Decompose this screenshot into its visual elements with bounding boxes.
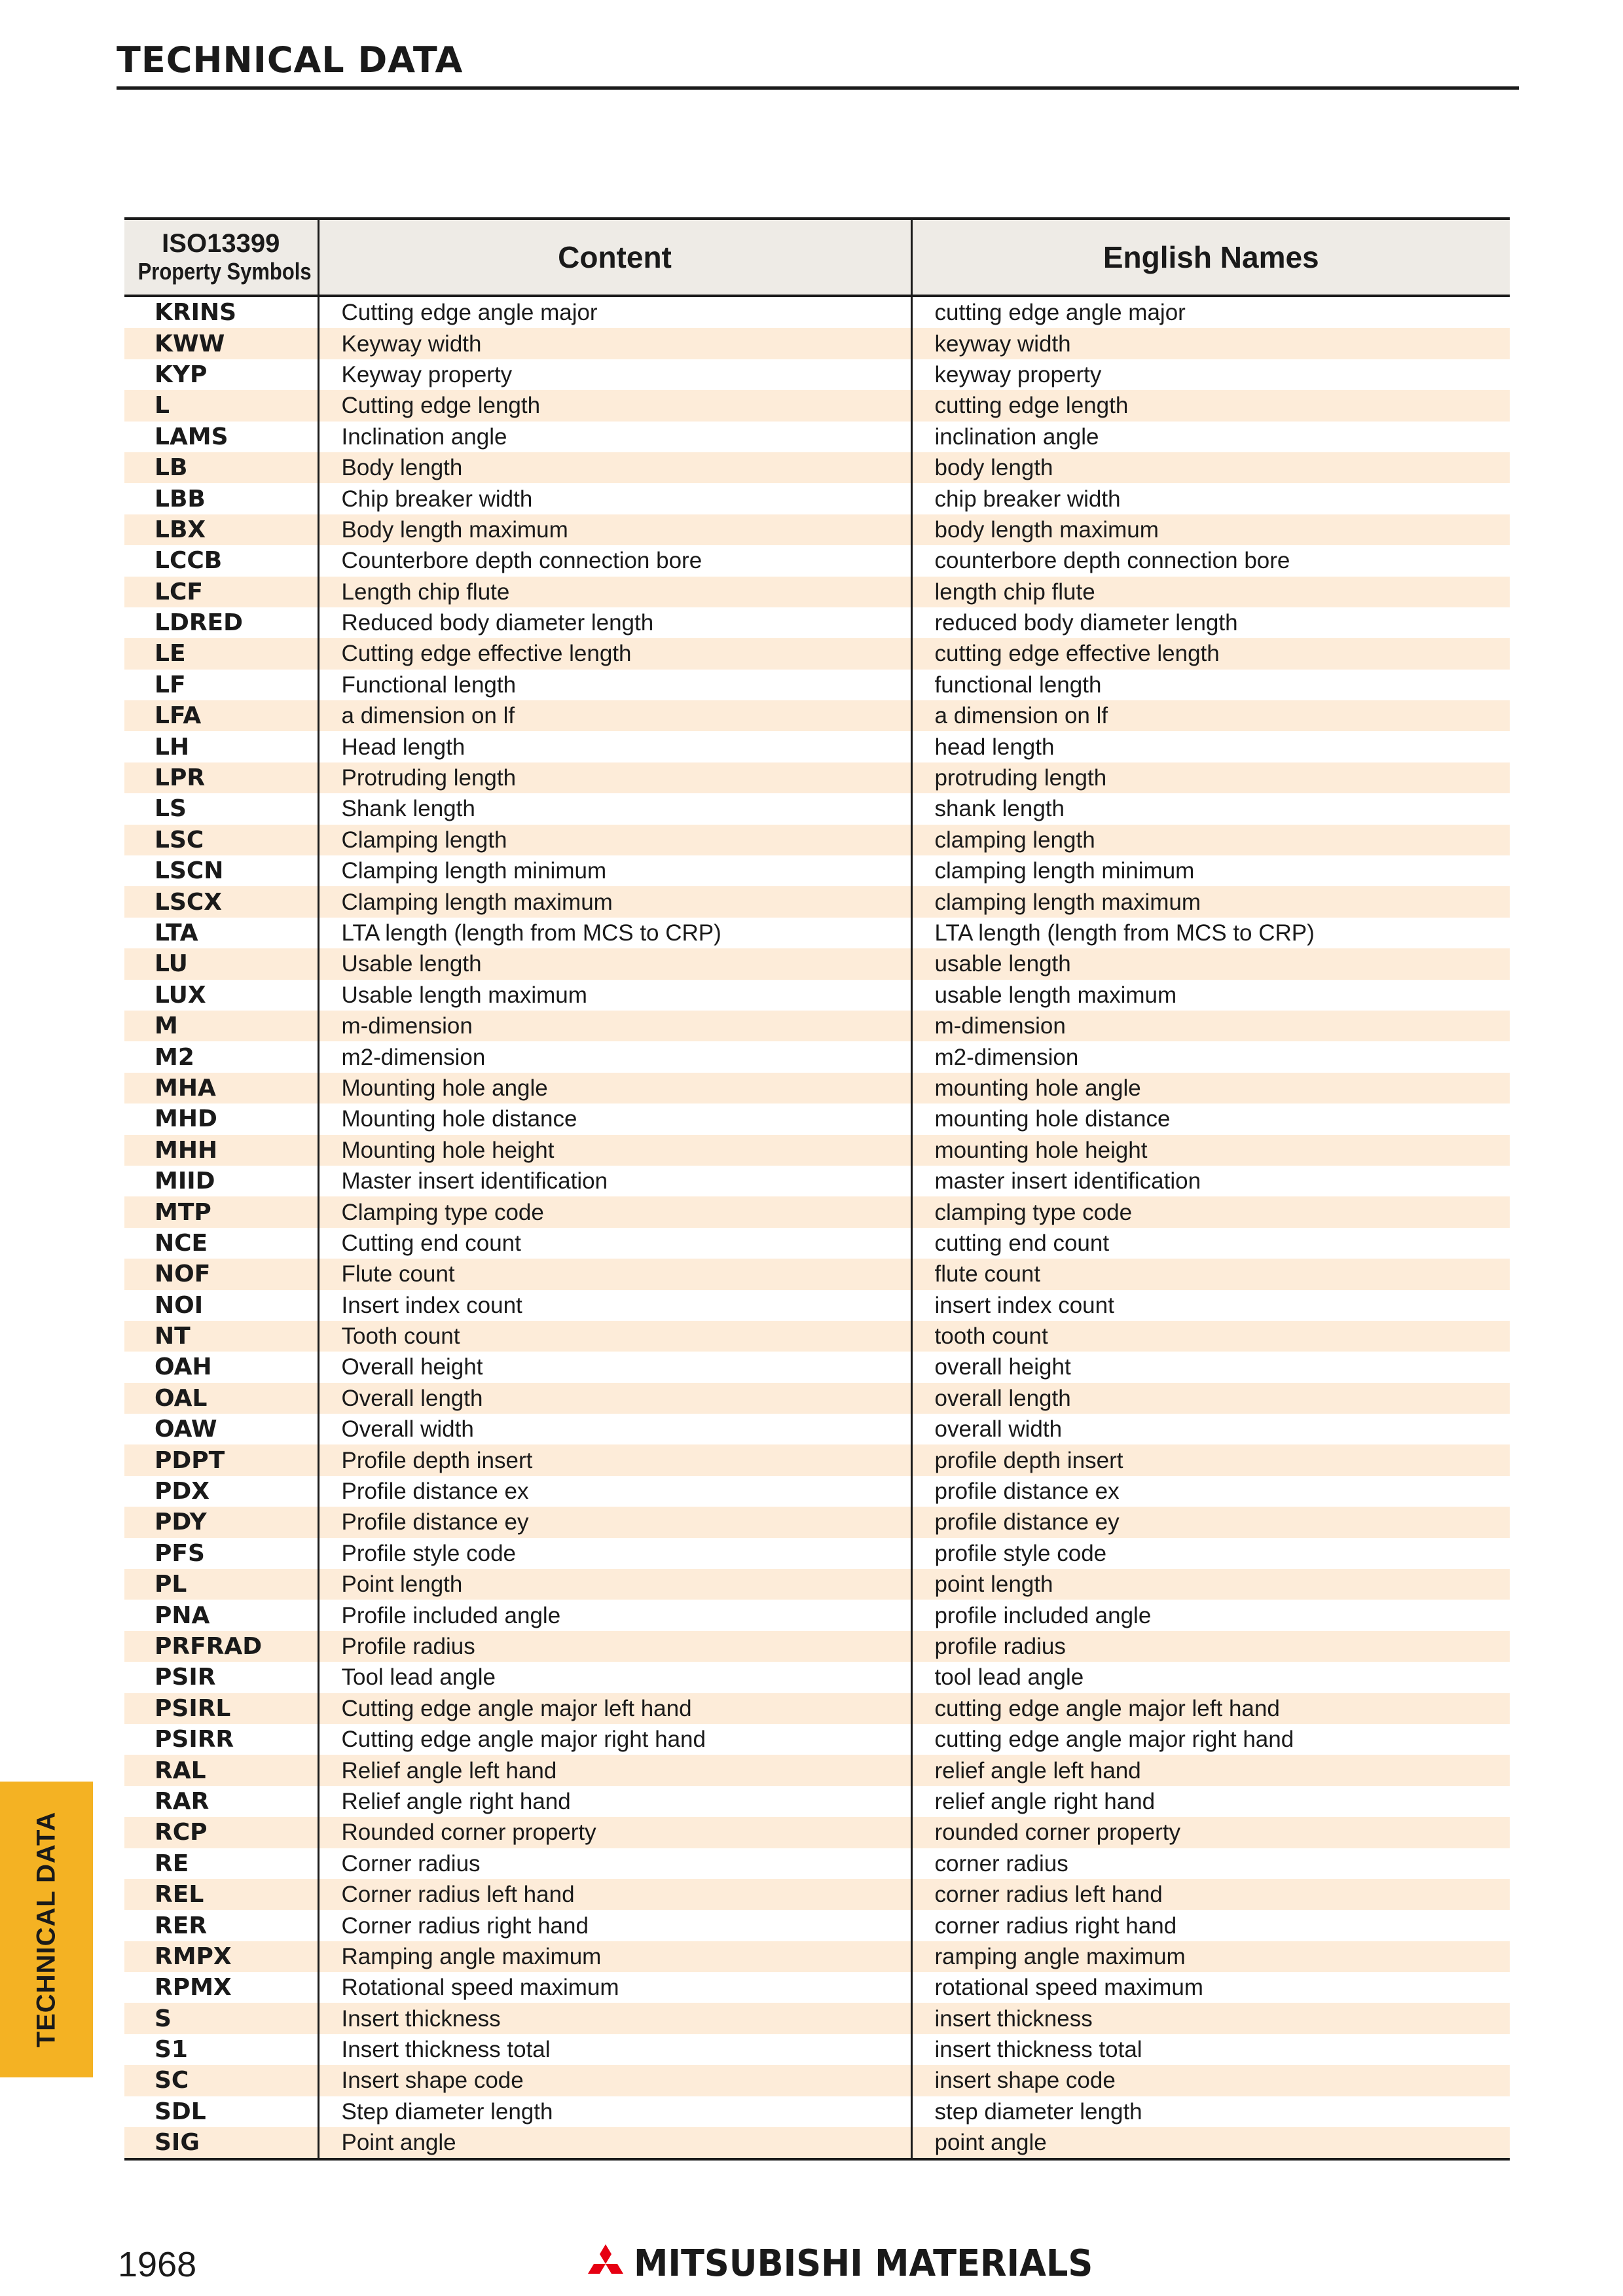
symbol-cell: LE (124, 638, 318, 669)
english-name-cell: keyway property (934, 361, 1102, 387)
table-row (124, 296, 1510, 328)
content-cell: Mounting hole angle (318, 1073, 911, 1103)
english-name-cell: insert index count (934, 1292, 1114, 1318)
english-column-header: English Names (911, 219, 1510, 296)
table-row (124, 1011, 1510, 1041)
content-cell: Corner radius right hand (318, 1910, 911, 1941)
english-name-cell: overall width (934, 1416, 1063, 1443)
symbol-cell: SDL (124, 2096, 318, 2127)
content-cell: Ramping angle maximum (318, 1941, 911, 1972)
table-row (124, 948, 1510, 979)
english-name-cell: mounting hole distance (934, 1106, 1171, 1132)
english-name-cell: profile included angle (934, 1602, 1152, 1628)
english-name-cell: cutting edge angle major right hand (934, 1727, 1294, 1753)
symbol-cell: M2 (124, 1041, 318, 1072)
symbol-cell: LBX (124, 514, 318, 545)
symbol-cell: NOF (124, 1259, 318, 1289)
content-cell: Body length maximum (318, 514, 911, 545)
symbol-cell: LSCX (124, 886, 318, 917)
symbol-cell: MTP (124, 1196, 318, 1227)
english-name-cell: body length maximum (911, 514, 1510, 545)
symbol-column-header (124, 219, 318, 296)
table-row (124, 452, 1510, 483)
table-row (124, 1507, 1510, 1537)
symbol-cell: PRFRAD (124, 1631, 318, 1662)
content-cell: Flute count (318, 1259, 911, 1289)
content-cell: Protruding length (318, 762, 911, 793)
symbol-cell: NOI (124, 1290, 318, 1321)
table-row (124, 1817, 1510, 1848)
symbol-cell: LAMS (124, 422, 318, 452)
content-cell: m-dimension (318, 1011, 911, 1041)
content-cell: Point angle (318, 2127, 911, 2159)
content-cell: Head length (318, 731, 911, 762)
table-row (124, 422, 1510, 452)
english-name-cell: ramping angle maximum (911, 1941, 1510, 1972)
english-name-cell: profile distance ex (934, 1479, 1120, 1505)
english-name-cell: cutting edge effective length (911, 638, 1510, 669)
english-name-cell: step diameter length (934, 2098, 1142, 2125)
english-name-cell: corner radius left hand (911, 1879, 1510, 1910)
content-cell: Corner radius (318, 1848, 911, 1879)
symbol-cell: LS (124, 793, 318, 824)
symbol-cell: NT (124, 1321, 318, 1352)
table-row (124, 328, 1510, 359)
symbol-cell: LTA (124, 918, 318, 948)
content-cell: Master insert identification (318, 1166, 911, 1196)
symbol-cell: RMPX (124, 1941, 318, 1972)
property-symbols-table (124, 217, 1510, 2161)
english-name-cell: clamping length maximum (911, 886, 1510, 917)
content-cell: Profile style code (318, 1538, 911, 1569)
symbol-cell: LCCB (124, 545, 318, 576)
symbol-cell: S1 (124, 2034, 318, 2065)
symbol-cell: MIID (124, 1166, 318, 1196)
symbol-cell: OAL (124, 1383, 318, 1414)
content-cell: Tooth count (318, 1321, 911, 1352)
content-cell: Mounting hole height (318, 1135, 911, 1166)
english-name-cell: m-dimension (911, 1011, 1510, 1041)
table-row (124, 638, 1510, 669)
symbol-cell: PSIR (124, 1662, 318, 1693)
table-row (124, 980, 1510, 1011)
table-row (124, 855, 1510, 886)
symbol-cell: LDRED (124, 607, 318, 638)
symbol-cell: MHA (124, 1073, 318, 1103)
table-row (124, 1444, 1510, 1475)
symbol-cell: RAL (124, 1755, 318, 1785)
english-name-cell: usable length (911, 948, 1510, 979)
english-name-cell: body length (911, 452, 1510, 483)
content-cell: Step diameter length (318, 2096, 911, 2127)
symbol-cell: LB (124, 452, 318, 483)
symbol-cell: NCE (124, 1228, 318, 1259)
english-name-cell: counterbore depth connection bore (934, 548, 1290, 574)
symbol-cell: LUX (124, 980, 318, 1011)
symbol-cell: RAR (124, 1786, 318, 1817)
symbol-header-line2: Property Symbols (137, 258, 312, 285)
table-row (124, 793, 1510, 824)
english-name-cell: clamping type code (911, 1196, 1510, 1227)
english-name-cell: corner radius (934, 1850, 1068, 1876)
table-row (124, 1755, 1510, 1785)
table-row (124, 1538, 1510, 1569)
english-name-cell: cutting edge angle major left hand (911, 1693, 1510, 1724)
content-cell: Usable length maximum (318, 980, 911, 1011)
table-row (124, 1196, 1510, 1227)
symbol-cell: LU (124, 948, 318, 979)
english-name-cell: relief angle left hand (911, 1755, 1510, 1785)
content-cell: Overall height (318, 1352, 911, 1382)
english-name-cell: length chip flute (911, 577, 1510, 607)
table-row (124, 2096, 1510, 2127)
table-row (124, 1662, 1510, 1693)
table-row (124, 1414, 1510, 1444)
english-name-cell: point angle (911, 2127, 1510, 2159)
table-row (124, 731, 1510, 762)
english-name-cell: cutting edge length (911, 390, 1510, 421)
table-row (124, 1383, 1510, 1414)
english-name-cell: shank length (934, 796, 1065, 822)
table-row (124, 1941, 1510, 1972)
symbol-cell: PSIRR (124, 1724, 318, 1755)
symbol-cell: PDX (124, 1476, 318, 1507)
symbol-cell: SC (124, 2065, 318, 2096)
side-tab (0, 1782, 93, 2077)
symbol-cell: PNA (124, 1600, 318, 1630)
english-name-cell: cutting edge angle major (934, 300, 1186, 326)
content-cell: Profile distance ey (318, 1507, 911, 1537)
content-cell: Rotational speed maximum (318, 1972, 911, 2003)
table-row (124, 1135, 1510, 1166)
table-row (124, 2034, 1510, 2065)
table-row (124, 1228, 1510, 1259)
symbol-cell: L (124, 390, 318, 421)
symbol-header-line1: ISO13399 (162, 229, 280, 258)
content-cell: a dimension on lf (318, 700, 911, 731)
content-cell: Insert thickness (318, 2003, 911, 2034)
symbol-cell: LCF (124, 577, 318, 607)
english-name-cell: usable length maximum (934, 982, 1177, 1008)
english-name-cell: overall length (911, 1383, 1510, 1414)
content-cell: Overall length (318, 1383, 911, 1414)
english-name-cell: insert thickness total (934, 2037, 1142, 2063)
symbol-cell: KYP (124, 359, 318, 390)
symbol-cell: PDPT (124, 1444, 318, 1475)
symbol-cell: LFA (124, 700, 318, 731)
symbol-cell: OAW (124, 1414, 318, 1444)
symbol-cell: S (124, 2003, 318, 2034)
content-cell: Length chip flute (318, 577, 911, 607)
symbol-cell: KWW (124, 328, 318, 359)
table-row (124, 1879, 1510, 1910)
symbol-cell: REL (124, 1879, 318, 1910)
english-name-cell: profile distance ey (911, 1507, 1510, 1537)
content-cell: Point length (318, 1569, 911, 1600)
english-name-cell: overall height (934, 1354, 1071, 1380)
english-name-cell: keyway width (911, 328, 1510, 359)
english-name-cell: mounting hole angle (911, 1073, 1510, 1103)
three-diamonds-icon (584, 2244, 627, 2284)
table-row (124, 1631, 1510, 1662)
table-row (124, 670, 1510, 700)
symbol-cell: LSC (124, 825, 318, 855)
content-cell: Insert shape code (318, 2065, 911, 2096)
table-row (124, 483, 1510, 514)
table-row (124, 1073, 1510, 1103)
page-header (117, 38, 1519, 90)
table-row (124, 1321, 1510, 1352)
table-row (124, 359, 1510, 390)
english-name-cell: tool lead angle (934, 1664, 1084, 1691)
content-cell: Usable length (318, 948, 911, 979)
table-row (124, 886, 1510, 917)
symbol-cell: LPR (124, 762, 318, 793)
table-row (124, 390, 1510, 421)
content-column-header: Content (318, 219, 911, 296)
symbol-cell: MHH (124, 1135, 318, 1166)
table-row (124, 1786, 1510, 1817)
content-cell: Corner radius left hand (318, 1879, 911, 1910)
english-name-cell: rounded corner property (911, 1817, 1510, 1848)
english-name-cell: head length (934, 734, 1055, 760)
content-cell: Cutting end count (318, 1228, 911, 1259)
english-name-cell: protruding length (911, 762, 1510, 793)
content-cell: Functional length (318, 670, 911, 700)
table-header-row (124, 219, 1510, 296)
english-name-cell: cutting end count (934, 1230, 1110, 1256)
english-name-cell: profile depth insert (911, 1444, 1510, 1475)
table-row (124, 1166, 1510, 1196)
table-row (124, 545, 1510, 576)
table-row (124, 1910, 1510, 1941)
symbol-cell: SIG (124, 2127, 318, 2159)
symbol-cell: PFS (124, 1538, 318, 1569)
english-name-cell: rotational speed maximum (934, 1975, 1203, 2001)
english-name-cell: clamping length minimum (934, 858, 1195, 884)
table-row (124, 825, 1510, 855)
content-cell: Counterbore depth connection bore (318, 545, 911, 576)
english-name-cell: point length (911, 1569, 1510, 1600)
table-row (124, 1693, 1510, 1724)
content-cell: Keyway width (318, 328, 911, 359)
content-cell: m2-dimension (318, 1041, 911, 1072)
content-cell: Cutting edge angle major (318, 296, 911, 328)
table-row (124, 1476, 1510, 1507)
content-cell: Relief angle left hand (318, 1755, 911, 1785)
table-row (124, 577, 1510, 607)
content-cell: Cutting edge effective length (318, 638, 911, 669)
english-name-cell: profile radius (911, 1631, 1510, 1662)
content-cell: Profile radius (318, 1631, 911, 1662)
content-cell: Cutting edge length (318, 390, 911, 421)
table-row (124, 514, 1510, 545)
english-name-cell: clamping length (911, 825, 1510, 855)
content-cell: Chip breaker width (318, 483, 911, 514)
content-cell: Relief angle right hand (318, 1786, 911, 1817)
table-row (124, 1972, 1510, 2003)
table-row (124, 2127, 1510, 2159)
table-row (124, 1352, 1510, 1382)
symbol-cell: PDY (124, 1507, 318, 1537)
symbol-cell: PSIRL (124, 1693, 318, 1724)
content-cell: Profile included angle (318, 1600, 911, 1630)
content-cell: Shank length (318, 793, 911, 824)
english-name-cell: profile style code (934, 1540, 1107, 1566)
symbol-cell: OAH (124, 1352, 318, 1382)
symbol-cell: MHD (124, 1103, 318, 1134)
english-name-cell: functional length (934, 672, 1102, 698)
table-row (124, 1848, 1510, 1879)
english-name-cell: LTA length (length from MCS to CRP) (934, 920, 1315, 946)
table-row (124, 1259, 1510, 1289)
english-name-cell: a dimension on lf (911, 700, 1510, 731)
english-name-cell: relief angle right hand (934, 1788, 1156, 1814)
content-cell: Reduced body diameter length (318, 607, 911, 638)
content-cell: Overall width (318, 1414, 911, 1444)
english-name-cell: reduced body diameter length (934, 610, 1238, 636)
table-row (124, 1041, 1510, 1072)
english-name-cell: flute count (911, 1259, 1510, 1289)
table-row (124, 918, 1510, 948)
content-cell: LTA length (length from MCS to CRP) (318, 918, 911, 948)
symbol-cell: LH (124, 731, 318, 762)
page-title: TECHNICAL DATA (117, 39, 464, 81)
content-cell: Clamping length minimum (318, 855, 911, 886)
table-row (124, 762, 1510, 793)
table-body (124, 296, 1510, 2159)
english-name-cell: mounting hole height (911, 1135, 1510, 1166)
english-name-cell: master insert identification (934, 1168, 1201, 1194)
english-name-cell: tooth count (911, 1321, 1510, 1352)
symbol-cell: LBB (124, 483, 318, 514)
table-row (124, 2003, 1510, 2034)
english-name-cell: corner radius right hand (934, 1912, 1177, 1939)
english-name-cell: m2-dimension (934, 1044, 1079, 1070)
symbol-cell: RE (124, 1848, 318, 1879)
symbol-cell: PL (124, 1569, 318, 1600)
symbol-cell: LF (124, 670, 318, 700)
symbol-cell: RCP (124, 1817, 318, 1848)
content-cell: Profile depth insert (318, 1444, 911, 1475)
content-cell: Clamping length (318, 825, 911, 855)
content-cell: Rounded corner property (318, 1817, 911, 1848)
table-row (124, 1103, 1510, 1134)
symbol-cell: LSCN (124, 855, 318, 886)
table-row (124, 700, 1510, 731)
content-cell: Insert index count (318, 1290, 911, 1321)
content-cell: Tool lead angle (318, 1662, 911, 1693)
symbol-cell: KRINS (124, 296, 318, 328)
content-cell: Clamping length maximum (318, 886, 911, 917)
table-row (124, 1569, 1510, 1600)
english-name-cell: insert thickness (911, 2003, 1510, 2034)
content-cell: Cutting edge angle major right hand (318, 1724, 911, 1755)
symbol-cell: RER (124, 1910, 318, 1941)
content-cell: Body length (318, 452, 911, 483)
table-row (124, 1724, 1510, 1755)
table-row (124, 1290, 1510, 1321)
content-cell: Profile distance ex (318, 1476, 911, 1507)
content-cell: Mounting hole distance (318, 1103, 911, 1134)
content-cell: Insert thickness total (318, 2034, 911, 2065)
english-name-cell: insert shape code (911, 2065, 1510, 2096)
table-row (124, 1600, 1510, 1630)
table-row (124, 2065, 1510, 2096)
table-row (124, 607, 1510, 638)
english-name-cell: inclination angle (934, 423, 1099, 450)
content-cell: Cutting edge angle major left hand (318, 1693, 911, 1724)
page-number: 1968 (118, 2245, 197, 2284)
symbol-cell: RPMX (124, 1972, 318, 2003)
content-cell: Keyway property (318, 359, 911, 390)
content-cell: Clamping type code (318, 1196, 911, 1227)
brand-footer (584, 2242, 1122, 2286)
content-cell: Inclination angle (318, 422, 911, 452)
symbol-cell: M (124, 1011, 318, 1041)
side-tab-label: TECHNICAL DATA (31, 1811, 61, 2048)
brand-name: MITSUBISHI MATERIALS (634, 2242, 1093, 2285)
english-name-cell: chip breaker width (934, 486, 1121, 512)
